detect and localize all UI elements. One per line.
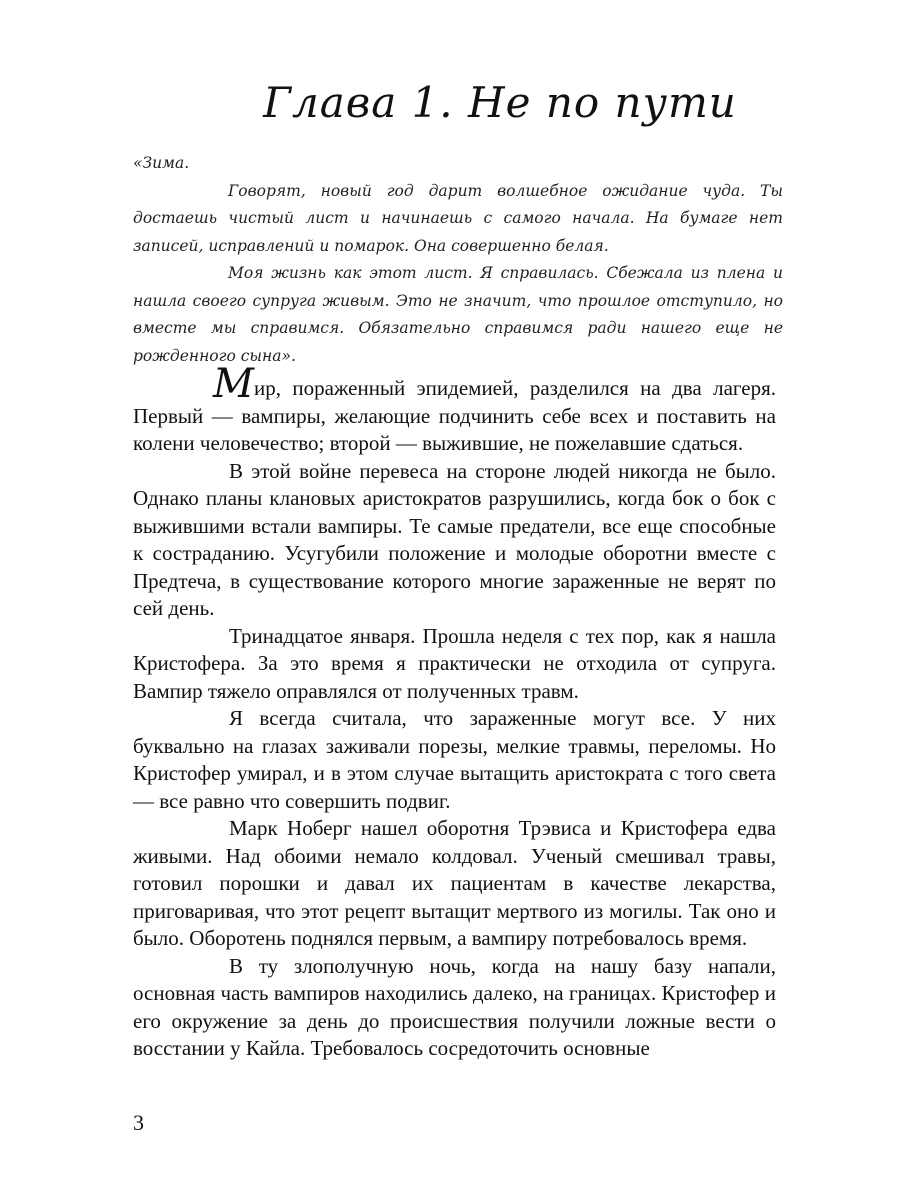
body-paragraph: Тринадцатое января. Прошла неделя с тех пор, как я нашла Кристофера. За это время я практически не отходила от супруга. Вампир тяжело оправлялся от полученных травм. [133, 623, 776, 703]
chapter-title: Глава 1. Не по пути [263, 78, 737, 127]
body-text [133, 361, 776, 1063]
page-number: 3 [133, 1110, 144, 1135]
body-paragraph-text: ир, пораженный эпидемией, разделился на два лагеря. Первый — вампиры, желающие подчинить себе всех и поставить на колени человечество; второй — выжившие, не пожелавшие сдаться. [133, 376, 776, 455]
epigraph-paragraph: Моя жизнь как этот лист. Я справилась. Сбежала из плена и нашла своего супруга живым. Это не значит, что прошлое отступило, но вместе мы справимся. Обязательно справимся ради нашего еще не рожденного сына». [133, 264, 783, 365]
epigraph [133, 150, 783, 370]
body-paragraph: Марк Ноберг нашел оборотня Трэвиса и Кристофера едва живыми. Над обоими немало колдовал. Ученый смешивал травы, готовил порошки и давал их пациентам в качестве лекарства, приговаривая, что этот рецепт вытащит мертвого из могилы. Так оно и было. Оборотень поднялся первым, а вампиру потребовалось время. [133, 816, 776, 950]
epigraph-opening: «Зима. [133, 154, 190, 172]
body-paragraph: В этой войне перевеса на стороне людей никогда не было. Однако планы клановых аристократов разрушились, когда бок о бок с выжившими встали вампиры. Те самые предатели, все еще способные к состраданию. Усугубили положение и молодые оборотни вместе с Предтеча, в существование которого многие зараженные не верят по сей день. [133, 458, 776, 620]
drop-cap: М [213, 361, 254, 407]
body-paragraph [133, 361, 776, 458]
epigraph-paragraph: Говорят, новый год дарит волшебное ожидание чуда. Ты достаешь чистый лист и начинаешь с самого начала. На бумаге нет записей, исправлений и помарок. Она совершенно белая. [133, 181, 783, 255]
body-paragraph: В ту злополучную ночь, когда на нашу базу напали, основная часть вампиров находились далеко, на границах. Кристофер и его окружение за день до происшествия получили ложные вести о восстании у Кайла. Требовалось сосредоточить основные [133, 953, 776, 1060]
body-paragraph: Я всегда считала, что зараженные могут все. У них буквально на глазах заживали порезы, мелкие травмы, переломы. Но Кристофер умирал, и в этом случае вытащить аристократа с того света — все равно что совершить подвиг. [133, 706, 776, 813]
